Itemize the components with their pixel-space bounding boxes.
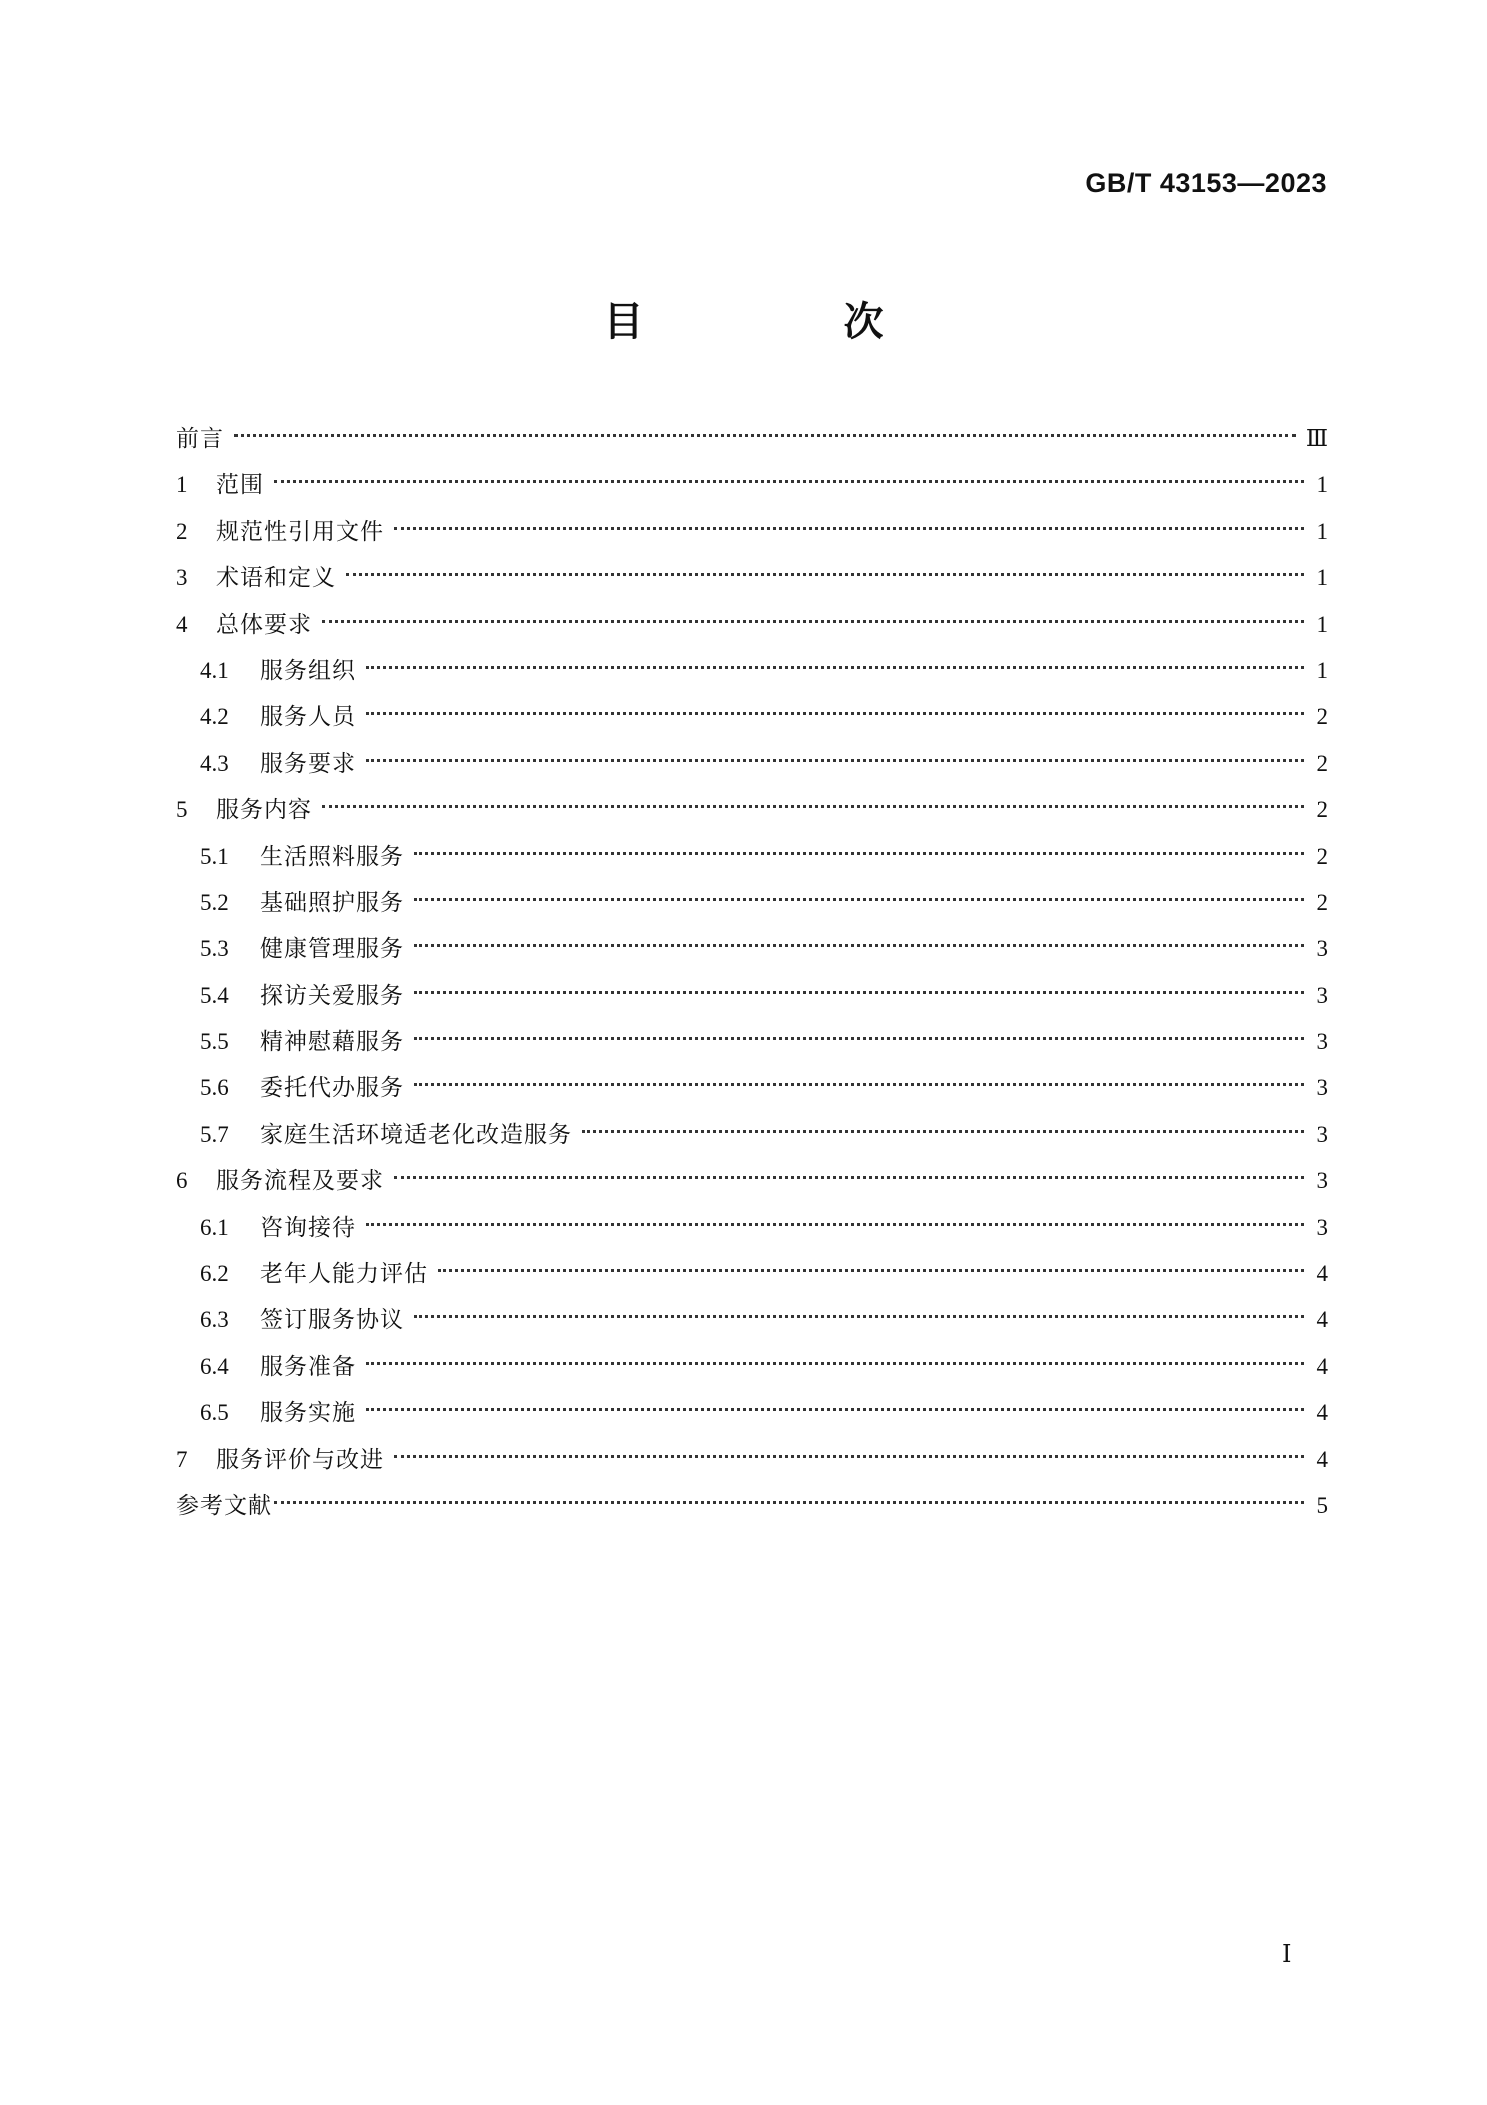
toc-entry-number: 6.3 [200,1307,229,1333]
toc-entry-label: 服务要求 [260,750,356,777]
toc-entry-label: 健康管理服务 [260,936,404,963]
toc-entry[interactable] [176,1390,1328,1436]
toc-entry-label: 服务内容 [216,797,312,824]
toc-entry-number: 5.7 [200,1121,229,1147]
toc-entry-number: 1 [176,472,188,498]
toc-leader-dots [414,852,1304,855]
toc-entry-page: 4 [1316,1446,1328,1472]
toc-leader-dots [414,944,1304,947]
toc-entry-page: 3 [1316,982,1328,1008]
toc-entry[interactable] [176,1483,1328,1529]
standard-number: GB/T 43153—2023 [1085,168,1327,198]
toc-entry-number: 6 [176,1168,188,1194]
toc-leader-dots [366,712,1304,715]
toc-entry-number: 5 [176,797,188,823]
toc-leader-dots [414,1037,1304,1040]
toc-entry[interactable] [176,602,1328,648]
toc-entry-label: 咨询接待 [260,1214,356,1241]
toc-leader-dots [234,434,1296,437]
toc-leader-dots [414,1083,1304,1086]
toc-entry-page: 3 [1316,1214,1328,1240]
toc-entry[interactable] [176,462,1328,508]
toc-entry-number: 6.1 [200,1214,229,1240]
toc-leader-dots [414,898,1304,901]
toc-entry-number: 7 [176,1446,188,1472]
toc-entry-number: 3 [176,565,188,591]
toc-leader-dots [394,527,1304,530]
toc-entry[interactable] [176,787,1328,833]
toc-entry-label: 生活照料服务 [260,843,404,870]
toc-entry[interactable] [176,1158,1328,1204]
toc-entry-page: 3 [1316,936,1328,962]
toc-entry-label: 探访关爱服务 [260,982,404,1009]
toc-leader-dots [346,573,1304,576]
toc-entry-number: 6.5 [200,1400,229,1426]
toc-entry-label: 签订服务协议 [260,1307,404,1334]
toc-entry[interactable] [176,1297,1328,1343]
toc-entry-page: 1 [1316,518,1328,544]
toc-entry-page: 5 [1316,1492,1328,1518]
toc-entry-number: 4.3 [200,750,229,776]
toc-entry-label: 精神慰藉服务 [260,1029,404,1056]
toc-entry-label: 参考文献 [176,1492,272,1519]
toc-entry-number: 5.6 [200,1075,229,1101]
toc-leader-dots [582,1130,1304,1133]
toc-entry-page: 3 [1316,1029,1328,1055]
toc-entry[interactable] [176,1344,1328,1390]
toc-leader-dots [322,805,1304,808]
toc-entry[interactable] [176,1065,1328,1111]
toc-entry-page: Ⅲ [1305,426,1328,451]
toc-leader-dots [366,759,1304,762]
toc-entry-page: 3 [1316,1168,1328,1194]
toc-entry-page: 2 [1316,889,1328,915]
toc-entry[interactable] [176,741,1328,787]
toc-entry-label: 规范性引用文件 [216,518,384,545]
toc-leader-dots [366,1362,1304,1365]
toc-entry-page: 1 [1316,565,1328,591]
toc-entry-page: 3 [1316,1121,1328,1147]
toc-leader-dots [438,1269,1304,1272]
toc-entry-number: 4.1 [200,657,229,683]
toc-entry-number: 5.4 [200,982,229,1008]
page-number: Ⅰ [1282,1942,1292,1968]
toc-entry-label: 服务实施 [260,1400,356,1427]
toc-entry-number: 5.1 [200,843,229,869]
toc-entry-page: 2 [1316,750,1328,776]
toc-entry[interactable] [176,1205,1328,1251]
toc-entry-page: 4 [1316,1400,1328,1426]
toc-entry[interactable] [176,1112,1328,1158]
toc-entry-page: 2 [1316,704,1328,730]
toc-entry[interactable] [176,973,1328,1019]
toc-entry-label: 家庭生活环境适老化改造服务 [260,1121,572,1148]
toc-entry-page: 2 [1316,797,1328,823]
toc-leader-dots [394,1455,1304,1458]
toc-entry-label: 服务组织 [260,657,356,684]
toc-entry-page: 1 [1316,472,1328,498]
toc-leader-dots [366,666,1304,669]
toc-entry-label: 老年人能力评估 [260,1261,428,1288]
toc-leader-dots [274,1501,1304,1504]
toc-leader-dots [366,1408,1304,1411]
toc-entry-page: 4 [1316,1353,1328,1379]
toc-entry[interactable] [176,1251,1328,1297]
toc-leader-dots [366,1223,1304,1226]
toc-entry[interactable] [176,509,1328,555]
toc-entry-page: 1 [1316,657,1328,683]
toc-entry-number: 5.5 [200,1029,229,1055]
toc-entry-number: 2 [176,518,188,544]
toc-entry[interactable] [176,416,1328,462]
toc-entry[interactable] [176,555,1328,601]
toc-entry-number: 4.2 [200,704,229,730]
toc-entry[interactable] [176,694,1328,740]
toc-leader-dots [414,991,1304,994]
toc-entry-number: 4 [176,611,188,637]
toc-leader-dots [322,620,1304,623]
toc-entry-label: 服务流程及要求 [216,1168,384,1195]
toc-entry[interactable] [176,834,1328,880]
toc-entry-number: 5.3 [200,936,229,962]
toc-entry-page: 3 [1316,1075,1328,1101]
toc-entry-label: 前言 [176,426,224,452]
toc-entry-label: 委托代办服务 [260,1075,404,1102]
toc-entry-page: 1 [1316,611,1328,637]
toc-leader-dots [394,1176,1304,1179]
toc-entry-label: 总体要求 [216,611,312,638]
toc-leader-dots [414,1315,1304,1318]
toc-entry-number: 5.2 [200,889,229,915]
toc-entry-label: 术语和定义 [216,565,336,592]
toc-entry-page: 4 [1316,1261,1328,1287]
toc-entry[interactable] [176,648,1328,694]
toc-entry-label: 服务评价与改进 [216,1446,384,1473]
toc-entry-page: 2 [1316,843,1328,869]
toc-entry[interactable] [176,1019,1328,1065]
table-of-contents [176,416,1328,1529]
toc-entry-number: 6.2 [200,1261,229,1287]
toc-entry-label: 服务人员 [260,704,356,731]
toc-entry-page: 4 [1316,1307,1328,1333]
toc-entry-label: 范围 [216,472,264,499]
toc-entry-label: 服务准备 [260,1353,356,1380]
toc-leader-dots [274,480,1304,483]
toc-entry-label: 基础照护服务 [260,889,404,916]
toc-entry[interactable] [176,880,1328,926]
toc-title: 目 次 [603,299,964,345]
toc-entry[interactable] [176,1437,1328,1483]
toc-entry[interactable] [176,926,1328,972]
toc-entry-number: 6.4 [200,1353,229,1379]
